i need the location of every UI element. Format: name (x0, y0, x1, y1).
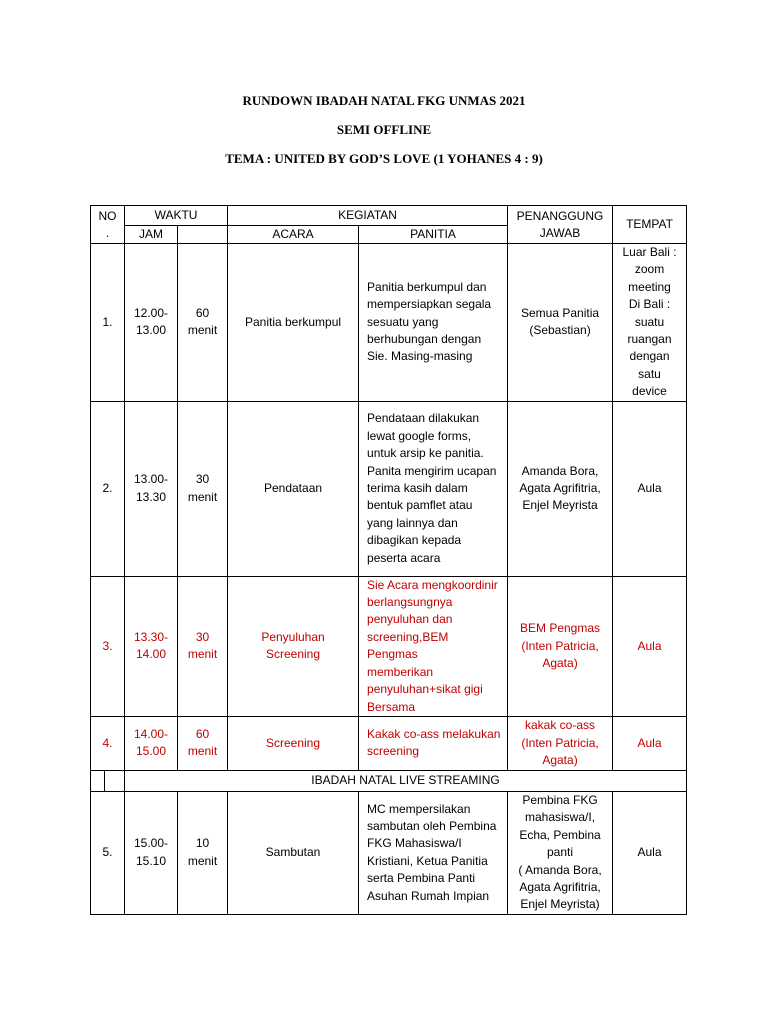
cell-tempat: Luar Bali : zoom meeting Di Bali : suatu ruangan dengan satu device (613, 244, 687, 402)
cell-acara: Penyuluhan Screening (228, 576, 359, 716)
header-kegiatan: KEGIATAN (228, 206, 508, 226)
cell-pj: BEM Pengmas (Inten Patricia, Agata) (508, 576, 613, 716)
cell-panitia: Pendataan dilakukan lewat google forms, untuk arsip ke panitia. Panita mengirim ucapan terima kasih dalam bentuk pamflet atau yang lainnya dan dibagikan kepada peserta acara (359, 401, 508, 576)
cell-tempat: Aula (613, 791, 687, 914)
cell-panitia: Panitia berkumpul dan mempersiapkan segala sesuatu yang berhubungan dengan Sie. Masing-masing (359, 244, 508, 402)
rundown-table (90, 205, 687, 915)
section-row (91, 770, 687, 791)
table-row (91, 244, 687, 402)
header-tempat: TEMPAT (613, 206, 687, 244)
cell-no: 5. (91, 791, 125, 914)
cell-durasi: 10 menit (178, 791, 228, 914)
header-panitia: PANITIA (359, 226, 508, 244)
section-title-live: IBADAH NATAL LIVE STREAMING (125, 770, 687, 791)
table-row (91, 576, 687, 716)
table-row (91, 716, 687, 770)
header-durasi (178, 226, 228, 244)
cell-jam: 14.00- 15.00 (125, 716, 178, 770)
cell-acara: Sambutan (228, 791, 359, 914)
header-jam: JAM (125, 226, 178, 244)
cell-tempat: Aula (613, 401, 687, 576)
header-penanggung-jawab: PENANGGUNG JAWAB (508, 206, 613, 244)
table-row (91, 791, 687, 914)
cell-acara: Screening (228, 716, 359, 770)
cell-pj: Amanda Bora, Agata Agrifitria, Enjel Meyrista (508, 401, 613, 576)
cell-no: 4. (91, 716, 125, 770)
cell-pj: kakak co-ass (Inten Patricia, Agata) (508, 716, 613, 770)
cell-acara: Panitia berkumpul (228, 244, 359, 402)
cell-durasi: 30 menit (178, 401, 228, 576)
cell-durasi: 60 menit (178, 244, 228, 402)
title-line-2: SEMI OFFLINE (336, 122, 432, 137)
cell-no: 2. (91, 401, 125, 576)
title-line-3: TEMA : UNITED BY GOD’S LOVE (1 YOHANES 4 : 9) (225, 151, 543, 166)
cell-durasi: 60 menit (178, 716, 228, 770)
cell-jam: 13.30- 14.00 (125, 576, 178, 716)
header-row-1 (91, 206, 687, 226)
cell-panitia: MC mempersilakan sambutan oleh Pembina FKG Mahasiswa/I Kristiani, Ketua Panitia serta Pembina Panti Asuhan Rumah Impian (359, 791, 508, 914)
title-line-1: RUNDOWN IBADAH NATAL FKG UNMAS 2021 (242, 93, 526, 108)
cell-no: 3. (91, 576, 125, 716)
cell-pj: Pembina FKG mahasiswa/I, Echa, Pembina panti ( Amanda Bora, Agata Agrifitria, Enjel Meyrista) (508, 791, 613, 914)
header-no: NO . (91, 206, 125, 244)
section-spacer (91, 770, 125, 791)
cell-tempat: Aula (613, 576, 687, 716)
cell-pj: Semua Panitia (Sebastian) (508, 244, 613, 402)
cell-durasi: 30 menit (178, 576, 228, 716)
header-acara: ACARA (228, 226, 359, 244)
cell-acara: Pendataan (228, 401, 359, 576)
header-waktu: WAKTU (125, 206, 228, 226)
cell-no: 1. (91, 244, 125, 402)
cell-tempat: Aula (613, 716, 687, 770)
cell-panitia: Sie Acara mengkoordinir berlangsungnya penyuluhan dan screening,BEM Pengmas memberikan penyuluhan+sikat gigi Bersama (359, 576, 508, 716)
table-row (91, 401, 687, 576)
document-titles (0, 90, 768, 177)
cell-jam: 13.00- 13.30 (125, 401, 178, 576)
cell-jam: 15.00- 15.10 (125, 791, 178, 914)
cell-panitia: Kakak co-ass melakukan screening (359, 716, 508, 770)
cell-jam: 12.00- 13.00 (125, 244, 178, 402)
